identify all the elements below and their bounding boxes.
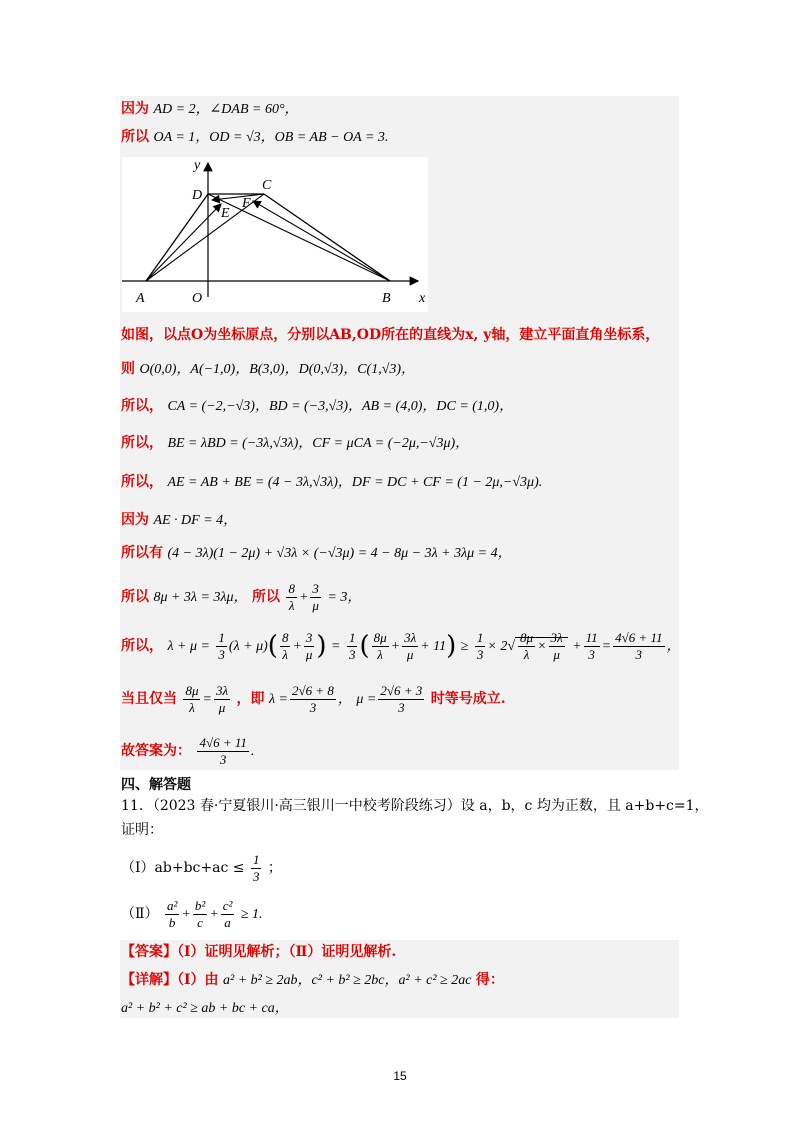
fraction: $\frac{3\lambda}{\mu}$ <box>550 629 563 662</box>
vector-ae <box>146 204 221 281</box>
label-b: B <box>382 291 391 306</box>
fraction: $\frac{1}{3}$ <box>218 629 225 662</box>
diagonal-bd <box>208 194 390 281</box>
fraction: $\frac{3\lambda}{\mu}$ <box>215 682 229 715</box>
solution-line-7: 所以， AE = AB + BE = (4 − 3λ,√3λ)，DF = DC + CF = (1 − 2μ,−√3μ). <box>121 474 543 490</box>
detail-line-2: a² + b² + c² ≥ ab + bc + ca， <box>121 1001 289 1016</box>
fraction: $\frac{8}{\lambda}$ <box>281 629 289 662</box>
solution-line-1: 因为 AD = 2，∠DAB = 60°， <box>121 101 299 117</box>
fraction: $\frac{8}{\lambda}$ <box>288 580 295 613</box>
problem-prove: 证明： <box>121 822 163 838</box>
label-d: D <box>192 188 203 203</box>
label-y: y <box>194 158 201 173</box>
fraction: $\frac{8\mu}{\lambda}$ <box>520 629 534 662</box>
problem-part-1: （Ⅰ）ab+bc+ac ≤ $\frac{1}{3}$ ； <box>121 851 282 884</box>
solution-line-12: 当且仅当 $\frac{8\mu}{\lambda}$ = $\frac{3\lambda}{\mu}$ ，即 λ = $\frac{2√6 + 8}{3}$ ， μ = $\frac{2√6 + 3}{3}$ 时等号成立. <box>121 682 506 715</box>
solution-line-5: 所以， CA = (−2,−√3)，BD = (−3,√3)，AB = (4,0)，DC = (1,0)， <box>121 398 514 414</box>
vector-df <box>253 201 390 281</box>
solution-line-8: 因为 AE · DF = 4， <box>121 512 238 528</box>
solution-line-9: 所以有 (4 − 3λ)(1 − 2μ) + √3λ × (−√3μ) = 4 − 8μ − 3λ + 3λμ = 4， <box>121 545 512 561</box>
fraction: $\frac{\text{b²}}{c}$ <box>194 897 206 930</box>
solution-line-6: 所以， BE = λBD = (−3λ,√3λ)，CF = μCA = (−2μ,−√3μ)， <box>121 435 470 451</box>
section-heading: 四、解答题 <box>121 777 191 793</box>
fraction: $\frac{2√6 + 8}{3}$ <box>292 682 334 715</box>
fraction: $\frac{1}{3}$ <box>252 851 260 884</box>
edge-ad <box>146 194 208 281</box>
solution-line-3: 如图，以点O为坐标原点，分别以AB,OD所在的直线为x, y轴，建立平面直角坐标系， <box>121 327 660 343</box>
problem-statement: 11．（2023 春·宁夏银川·高三银川一中校考阶段练习）设 a，b，c 均为正数，且 a+b+c=1， <box>121 798 709 814</box>
geometry-figure <box>122 157 428 312</box>
answer-line: 【答案】（Ⅰ）证明见解析；（Ⅱ）证明见解析. <box>121 944 397 960</box>
fraction: $\frac{1}{3}$ <box>348 629 356 662</box>
solution-line-11: 所以， λ + μ = $\frac{1}{3}$ (λ + μ)( $\frac{8}{\lambda}$ + $\frac{3}{\mu}$ ) = $\frac{1}{3}$ ( $\frac{8\mu}{\lambda}$ + $\frac{3\lambda}{\mu}$ + 11) ≥ $\frac{1}{3}$ × 2√ $\frac{8\mu}{\lambda}$ × $\frac{3\lambda}{\mu}$ + $\frac{11}{3}$ = $\frac{4√6 + 11}{3}$ ， <box>121 629 681 662</box>
fraction: $\frac{8\mu}{\lambda}$ <box>373 629 387 662</box>
fraction: $\frac{3}{\mu}$ <box>312 580 319 613</box>
label-f: F <box>242 196 251 211</box>
label-e: E <box>221 206 230 221</box>
final-answer: $\frac{4√6 + 11}{3}$ <box>199 734 247 767</box>
fraction: $\frac{4√6 + 11}{3}$ <box>615 629 663 662</box>
label-a: A <box>136 291 145 306</box>
problem-part-2: （Ⅱ） $\frac{\text{a²}}{b}$ + $\frac{\text{b²}}{c}$ + $\frac{\text{c²}}{a}$ ≥ 1. <box>121 897 263 930</box>
page-number: 15 <box>393 1069 407 1083</box>
fraction: $\frac{\text{a²}}{b}$ <box>166 897 178 930</box>
fraction: $\frac{11}{3}$ <box>585 629 598 662</box>
fraction: $\frac{1}{3}$ <box>476 629 484 662</box>
solution-line-2: 所以 OA = 1，OD = √3，OB = AB − OA = 3. <box>121 129 389 145</box>
fraction: $\frac{3\lambda}{\mu}$ <box>404 629 417 662</box>
fraction: $\frac{3}{\mu}$ <box>305 629 313 662</box>
fraction: $\frac{\text{c²}}{a}$ <box>222 897 233 930</box>
solution-line-4: 则 O(0,0)，A(−1,0)，B(3,0)，D(0,√3)，C(1,√3)， <box>121 361 416 377</box>
solution-line-10: 所以 8μ + 3λ = 3λμ， 所以 $\frac{8}{\lambda}$ + $\frac{3}{\mu}$ = 3， <box>121 580 362 613</box>
edge-cb <box>264 194 390 281</box>
detail-line-1: 【详解】（Ⅰ）由 a² + b² ≥ 2ab，c² + b² ≥ 2bc，a² + c² ≥ 2ac 得： <box>121 972 504 988</box>
label-c: C <box>262 178 272 193</box>
label-o: O <box>192 291 203 306</box>
solution-line-13: 故答案为： $\frac{4√6 + 11}{3}$ . <box>121 734 255 767</box>
geometry-svg <box>122 157 428 312</box>
fraction: $\frac{2√6 + 3}{3}$ <box>380 682 423 715</box>
fraction: $\frac{8\mu}{\lambda}$ <box>185 682 199 715</box>
label-x: x <box>419 291 426 306</box>
